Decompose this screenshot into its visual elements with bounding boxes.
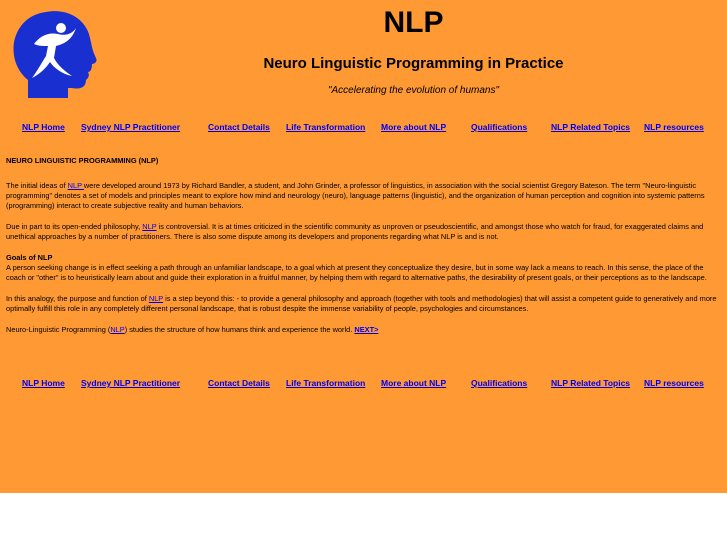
page-tagline: "Accelerating the evolution of humans" bbox=[327, 85, 500, 96]
paragraph-intro-text: The initial ideas of bbox=[6, 181, 68, 190]
goals-heading: Goals of NLP bbox=[6, 253, 53, 262]
nlp-link[interactable]: NLP bbox=[110, 325, 125, 334]
content-heading: NEURO LINGUISTIC PROGRAMMING (NLP) bbox=[6, 156, 159, 165]
paragraph-intro bbox=[6, 181, 721, 211]
nav-link-life-transformation[interactable]: Life Transformation bbox=[286, 122, 366, 132]
nav-link-contact-details[interactable]: Contact Details bbox=[208, 122, 270, 132]
paragraph-goals bbox=[6, 253, 721, 283]
top-navigation bbox=[0, 122, 727, 136]
paragraph-intro-text-rest: were developed around 1973 by Richard Bandler, a student, and John Grinder, a professor of linguistics, in association with the social scientist Gregory Bateson. The term "Neuro-linguistic programming" denotes a set of models and principles meant to explore how mind and neurology (neuro), language patterns (linguistic), and the organization of human perception and cognition into systemic patterns (programming) interact to create subjective reality and human behaviors. bbox=[6, 181, 705, 210]
bottom-navigation bbox=[0, 378, 727, 392]
nlp-link[interactable]: NLP bbox=[67, 181, 84, 190]
nav-link-life-transformation[interactable]: Life Transformation bbox=[286, 378, 366, 388]
page-subtitle: Neuro Linguistic Programming in Practice bbox=[263, 55, 564, 72]
nlp-link[interactable]: NLP bbox=[148, 294, 164, 303]
nav-link-sydney-nlp-practitioner[interactable]: Sydney NLP Practitioner bbox=[81, 122, 181, 132]
paragraph-analogy bbox=[6, 294, 721, 314]
paragraph-analogy-text: In this analogy, the purpose and function of bbox=[6, 294, 149, 303]
paragraph-controversy-text: Due in part to its open-ended philosophy, bbox=[6, 222, 143, 231]
nav-link-contact-details[interactable]: Contact Details bbox=[208, 378, 270, 388]
nav-link-nlp-home[interactable]: NLP Home bbox=[22, 378, 65, 388]
next-link[interactable]: NEXT> bbox=[354, 325, 379, 334]
page-title: NLP bbox=[383, 6, 444, 39]
main-content bbox=[6, 156, 721, 346]
nav-link-nlp-home[interactable]: NLP Home bbox=[22, 122, 65, 132]
nav-link-nlp-resources[interactable]: NLP resources bbox=[644, 378, 704, 388]
nav-link-qualifications[interactable]: Qualifications bbox=[471, 378, 528, 388]
nlp-link[interactable]: NLP bbox=[142, 222, 157, 231]
paragraph-controversy-text-rest: is controversial. It is at times criticized in the scientific community as unproven or pseudoscientific, and amongst those who watch for fraud, for exaggerated claims and unethical approaches by a number of practitioners. There is also some dispute among its developers and proponents regarding what NLP is and is not. bbox=[6, 222, 704, 241]
nav-link-more-about-nlp[interactable]: More about NLP bbox=[381, 378, 447, 388]
paragraph-goals-text: A person seeking change is in effect seeking a path through an unfamiliar landscape, to a goal which at present they conceptualize they desire, but in some way lack a means to reach. In this sense, the place of the coach or "other" is to heuristically learn about and guide their exploration in a fruitful manner, by helping them with regard to alternative paths, the desirability of present goals, or their perceptions as to the landscape. bbox=[6, 263, 707, 282]
paragraph-summary-text: Neuro-Linguistic Programming ( bbox=[6, 325, 111, 334]
paragraph-summary-text-rest: ) studies the structure of how humans think and experience the world. bbox=[124, 325, 355, 334]
paragraph-summary bbox=[6, 325, 721, 335]
paragraph-analogy-text-rest: is a step beyond this: - to provide a general philosophy and approach (together with tools and methodologies) that will assist a competent guide to generatively and more optimally fulfill this role in any completely different personal landscape, that is robust despite the immense variability of people, psychologies and circumstances. bbox=[6, 294, 717, 313]
nav-link-nlp-resources[interactable]: NLP resources bbox=[644, 122, 704, 132]
nav-link-nlp-related-topics[interactable]: NLP Related Topics bbox=[551, 122, 631, 132]
nav-link-more-about-nlp[interactable]: More about NLP bbox=[381, 122, 447, 132]
nav-link-qualifications[interactable]: Qualifications bbox=[471, 122, 528, 132]
nav-link-nlp-related-topics[interactable]: NLP Related Topics bbox=[551, 378, 631, 388]
paragraph-controversy bbox=[6, 222, 721, 242]
human-head-silhouette-icon bbox=[6, 6, 99, 99]
nav-link-sydney-nlp-practitioner[interactable]: Sydney NLP Practitioner bbox=[81, 378, 181, 388]
